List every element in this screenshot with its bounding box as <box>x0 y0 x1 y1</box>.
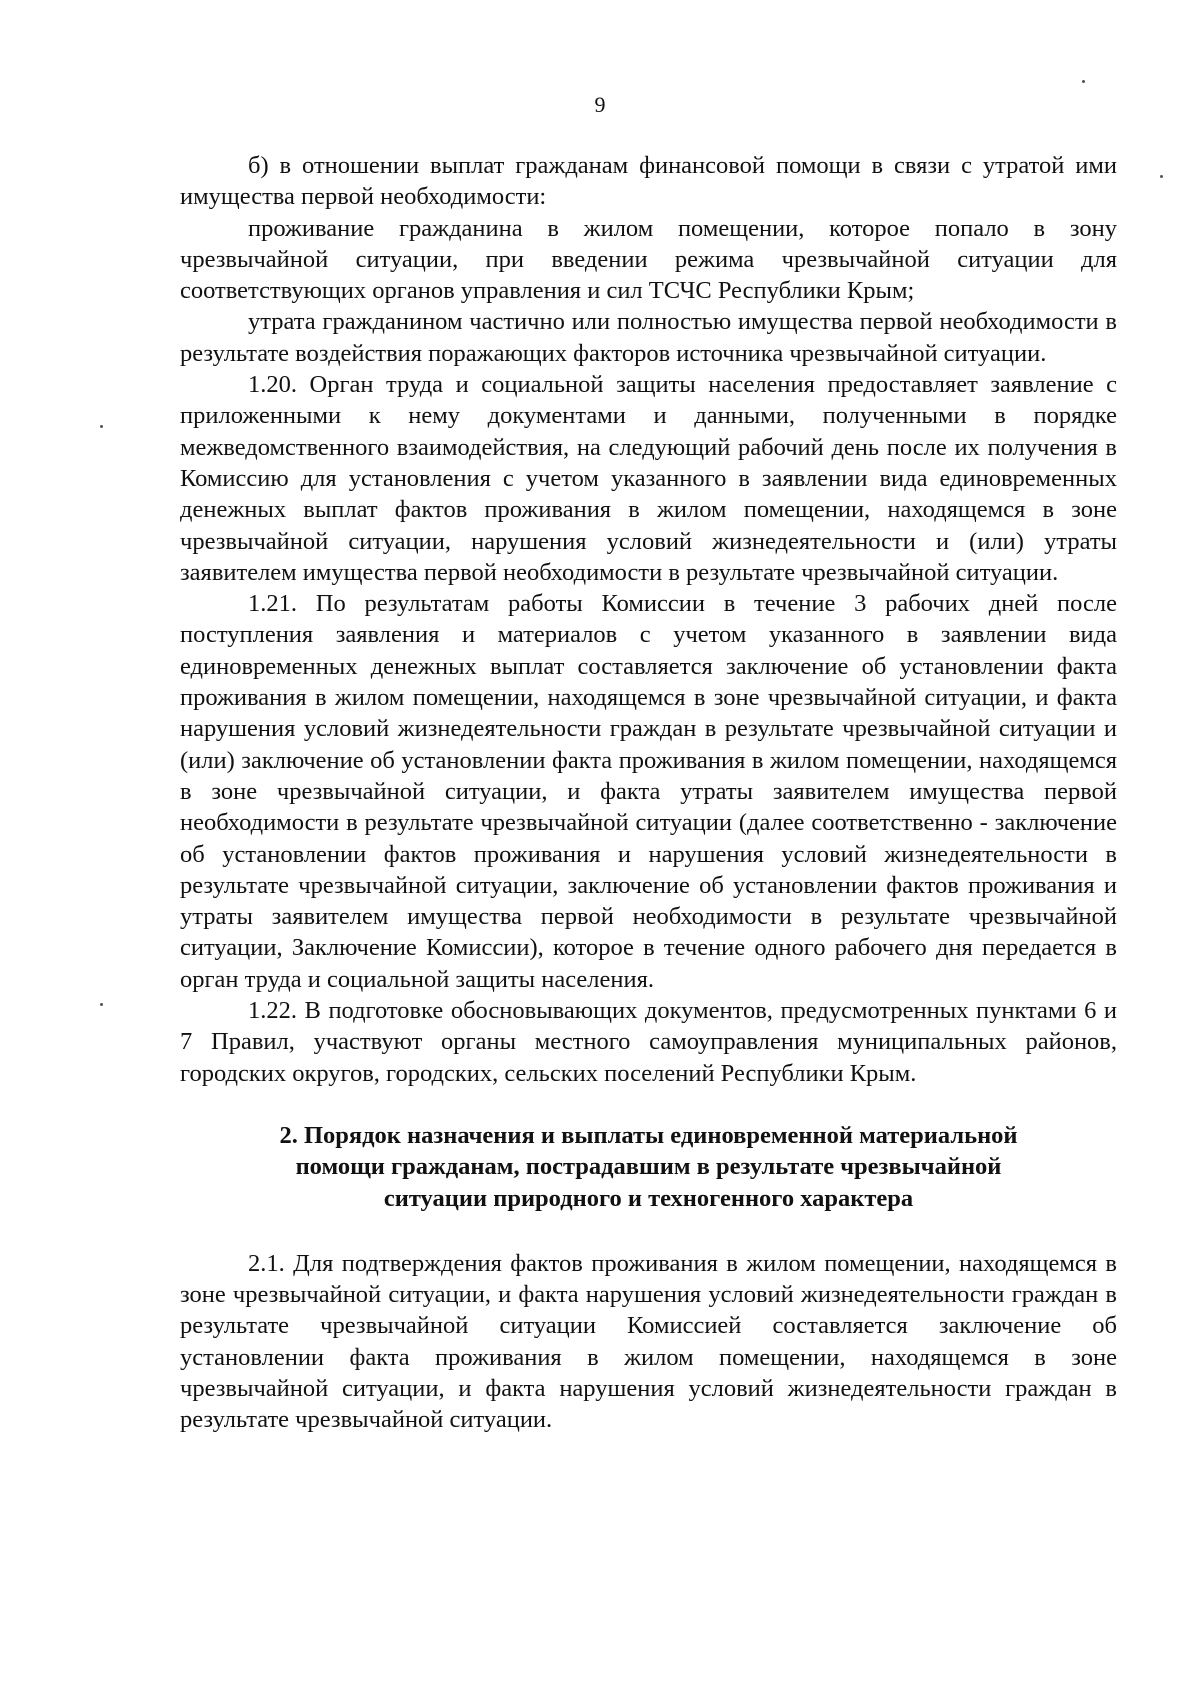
scan-speck <box>100 1003 103 1006</box>
page-content <box>180 150 1117 1436</box>
section-heading-line: 2. Порядок назначения и выплаты единовременной материальной <box>279 1121 1018 1149</box>
paragraph-1-21: 1.21. По результатам работы Комиссии в течение 3 рабочих дней после поступления заявления и материалов с учетом указанного в заявлении вида единовременных денежных выплат составляется заключение об установлении факта проживания в жилом помещении, находящемся в зоне чрезвычайной ситуации, и факта нарушения условий жизнедеятельности граждан в результате чрезвычайной ситуации и (или) заключение об установлении факта проживания в жилом помещении, находящемся в зоне чрезвычайной ситуации, и факта утраты заявителем имущества первой необходимости в результате чрезвычайной ситуации (далее соответственно - заключение об установлении фактов проживания и нарушения условий жизнедеятельности в результате чрезвычайной ситуации, заключение об установлении фактов проживания и утраты заявителем имущества первой необходимости в результате чрезвычайной ситуации, Заключение Комиссии), которое в течение одного рабочего дня передается в орган труда и социальной защиты населения. <box>180 590 1117 993</box>
scan-speck <box>1082 80 1085 83</box>
scan-speck <box>1160 175 1163 178</box>
section-2-heading <box>180 1120 1117 1214</box>
paragraph-property-loss-condition: утрата гражданином частично или полностью имущества первой необходимости в результате воздействия поражающих факторов источника чрезвычайной ситуации. <box>180 308 1117 367</box>
scan-speck <box>100 425 103 428</box>
paragraph-1-22: 1.22. В подготовке обосновывающих документов, предусмотренных пунктами 6 и 7 Правил, участвуют органы местного самоуправления муниципальных районов, городских округов, городских, сельских поселений Республики Крым. <box>180 997 1117 1087</box>
section-heading-line: помощи гражданам, пострадавшим в результате чрезвычайной <box>295 1153 1002 1181</box>
paragraph-1-20: 1.20. Орган труда и социальной защиты населения предоставляет заявление с приложенными к нему документами и данными, полученными в порядке межведомственного взаимодействия, на следующий рабочий день после их получения в Комиссию для установления с учетом указанного в заявлении вида единовременных денежных выплат фактов проживания в жилом помещении, находящемся в зоне чрезвычайной ситуации, нарушения условий жизнедеятельности и (или) утраты заявителем имущества первой необходимости в результате чрезвычайной ситуации. <box>180 371 1117 586</box>
paragraph-b: б) в отношении выплат гражданам финансовой помощи в связи с утратой ими имущества первой необходимости: <box>180 152 1117 211</box>
paragraph-residence-condition: проживание гражданина в жилом помещении, которое попало в зону чрезвычайной ситуации, при введении режима чрезвычайной ситуации для соответствующих органов управления и сил ТСЧС Республики Крым; <box>180 214 1117 305</box>
page-number: 9 <box>594 92 606 117</box>
paragraph-2-1: 2.1. Для подтверждения фактов проживания в жилом помещении, находящемся в зоне чрезвычайной ситуации, и факта нарушения условий жизнедеятельности граждан в результате чрезвычайной ситуации Комиссией составляется заключение об установлении факта проживания в жилом помещении, находящемся в зоне чрезвычайной ситуации, и факта нарушения условий жизнедеятельности граждан в результате чрезвычайной ситуации. <box>180 1249 1117 1434</box>
section-heading-line: ситуации природного и техногенного характера <box>383 1184 914 1212</box>
